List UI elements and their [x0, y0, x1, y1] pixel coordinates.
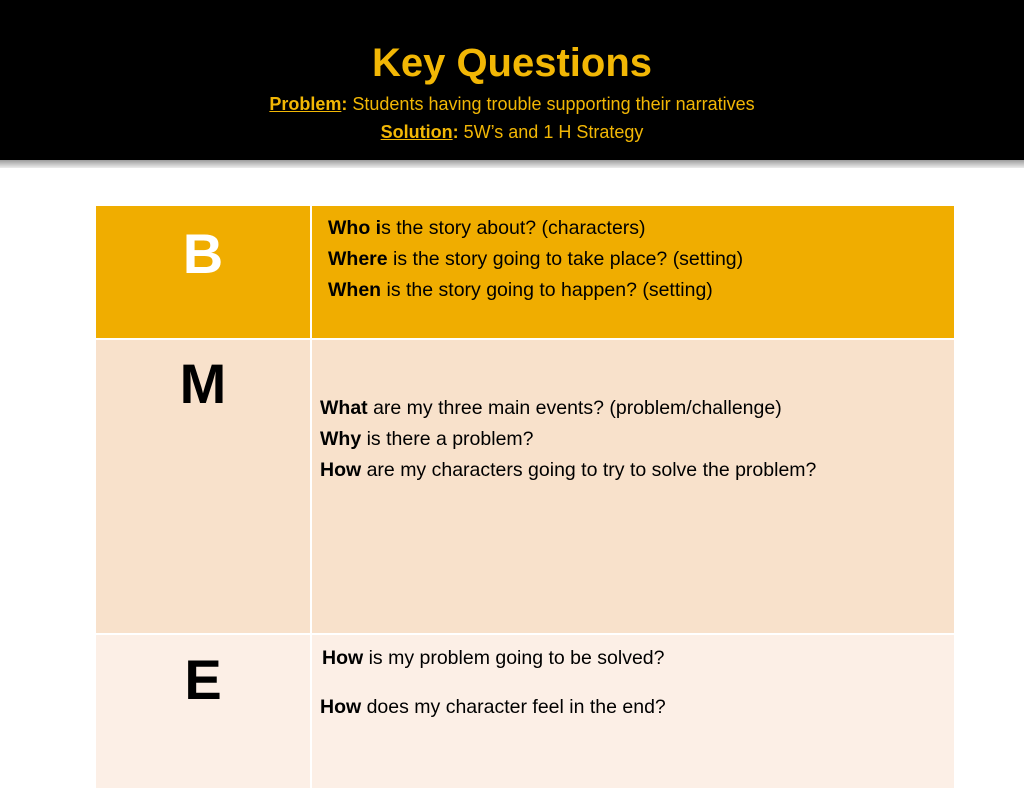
- solution-text: 5W’s and 1 H Strategy: [458, 122, 644, 142]
- problem-text: Students having trouble supporting their narratives: [347, 94, 755, 114]
- letter-cell: B: [95, 205, 311, 339]
- question-line: What are my three main events? (problem/challenge): [320, 397, 782, 419]
- problem-label: Problem: [269, 94, 342, 114]
- question-line: When is the story going to happen? (setting): [328, 279, 713, 301]
- letter-cell: E: [95, 634, 311, 789]
- question-line: Why is there a problem?: [320, 428, 534, 450]
- questions-cell: [311, 634, 955, 789]
- slide-header: [0, 0, 1024, 160]
- slide-title: Key Questions: [371, 41, 653, 85]
- table-row-end: [95, 634, 955, 789]
- question-line: Where is the story going to take place? (setting): [328, 248, 744, 270]
- problem-statement: [0, 92, 1024, 116]
- question-line: How does my character feel in the end?: [320, 696, 666, 718]
- question-line: How are my characters going to try to solve the problem?: [320, 459, 817, 481]
- solution-colon: :: [452, 122, 459, 142]
- table-row-beginning: [95, 205, 955, 339]
- letter-cell: M: [95, 339, 311, 634]
- table-row-middle: [95, 339, 955, 634]
- question-line: Who is the story about? (characters): [328, 217, 646, 239]
- questions-cell: [311, 339, 955, 634]
- solution-label: Solution: [380, 122, 453, 142]
- header-separator: [0, 160, 1024, 168]
- question-line: How is my problem going to be solved?: [322, 647, 665, 669]
- problem-colon: :: [341, 94, 348, 114]
- bme-table: [94, 204, 956, 790]
- questions-cell: [311, 205, 955, 339]
- solution-statement: [0, 120, 1024, 144]
